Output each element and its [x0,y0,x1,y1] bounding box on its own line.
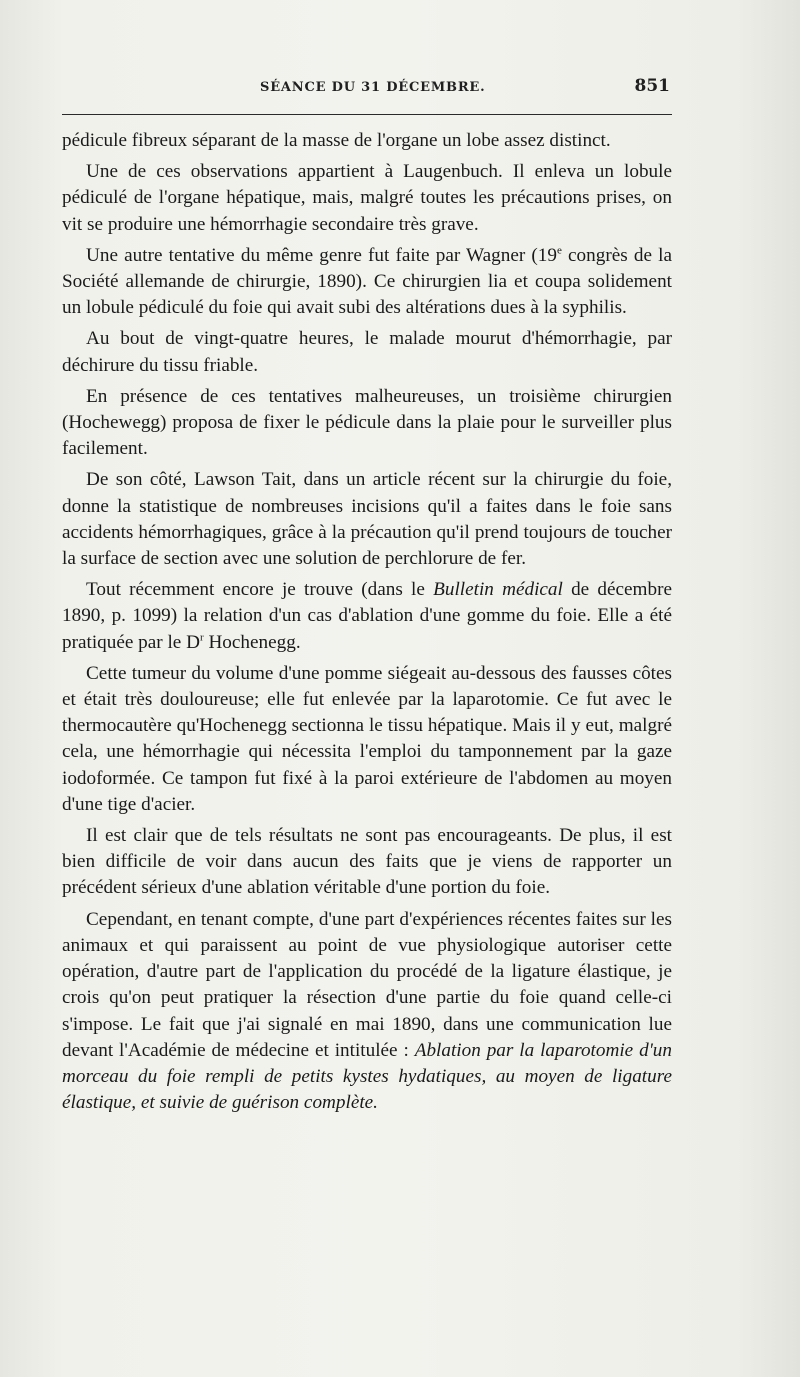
page-header [62,76,672,102]
paragraph: Il est clair que de tels résultats ne sont pas encourageants. De plus, il est bien difficile de voir dans aucun des faits que je viens de rapporter un précédent sérieux d'une ablation véritable d'une portion du foie. [62,825,672,899]
paragraph: En présence de ces tentatives malheureuses, un troisième chirurgien (Hochewegg) proposa de fixer le pédicule dans la plaie pour le surveiller plus facilement. [62,385,672,460]
paragraph: pédicule fibreux séparant de la masse de l'organe un lobe assez distinct. [62,130,611,151]
text-run: Tout récemment encore je trouve (dans le [86,579,434,601]
paragraph: Au bout de vingt-quatre heures, le malade mourut d'hémorrhagie, par déchirure du tissu friable. [62,328,672,376]
paragraph: Cette tumeur du volume d'une pomme siégeait au-dessous des fausses côtes et était très douloureuse; elle fut enlevée par la laparotomie. Ce fut avec le thermocautère qu'Hochenegg sectionna le tissu hépatique. Mais il y eut, malgré cela, une hémorrhagie qui nécessita l'emploi du tamponnement par la gaze iodoformée. Ce tampon fut fixé à la paroi extérieure de l'abdomen au moyen d'une tige d'acier. [62,662,672,815]
text-run: de décembre 1890, p. 1099) la relation d'un cas d'ablation d'une gomme du foie. Elle a été pratiquée par le D [62,579,672,653]
page-number: 851 [634,76,670,96]
paragraph [62,907,672,1117]
running-title: SÉANCE DU 31 DÉCEMBRE. [260,80,486,95]
italic-title: Ablation par la laparotomie d'un morceau du foie rempli de petits kystes hydatiques, au moyen de ligature élastique, et suivie de guérison complète. [62,1039,672,1114]
paragraph [62,577,672,656]
body-text [62,128,672,1116]
text-run: Une autre tentative du même genre fut faite par Wagner (19 [86,244,557,266]
header-rule [62,114,672,115]
italic-title: Bulletin médical [433,579,563,601]
paragraph: De son côté, Lawson Tait, dans un article récent sur la chirurgie du foie, donne la statistique de nombreuses incisions qu'il a faites dans le foie sans accidents hémorrhagiques, grâce à la précaution qu'il prend toujours de toucher la surface de section avec une solution de perchlorure de fer. [62,469,672,570]
superscript: r [199,631,204,644]
superscript: e [556,244,562,257]
paragraph: Une de ces observations appartient à Laugenbuch. Il enleva un lobule pédiculé de l'organe hépatique, mais, malgré toutes les précautions prises, on vit se produire une hémorrhagie secondaire très grave. [62,161,672,235]
text-run: Hochenegg. [203,631,301,653]
text-run: congrès de la Société allemande de chirurgie, 1890). Ce chirurgien lia et coupa solidement un lobule pédiculé du foie qui avait subi des altérations dues à la syphilis. [62,244,672,319]
text-run: Cependant, en tenant compte, d'une part d'expériences récentes faites sur les animaux et qui paraissent au point de vue physiologique autoriser cette opération, d'autre part de l'application du procédé de la ligature élastique, je crois qu'on peut pratiquer la résection d'une partie du foie quand celle-ci s'impose. Le fait que j'ai signalé en mai 1890, dans une communication lue devant l'Académie de médecine et intitulée : [62,908,672,1061]
paragraph [62,243,672,322]
